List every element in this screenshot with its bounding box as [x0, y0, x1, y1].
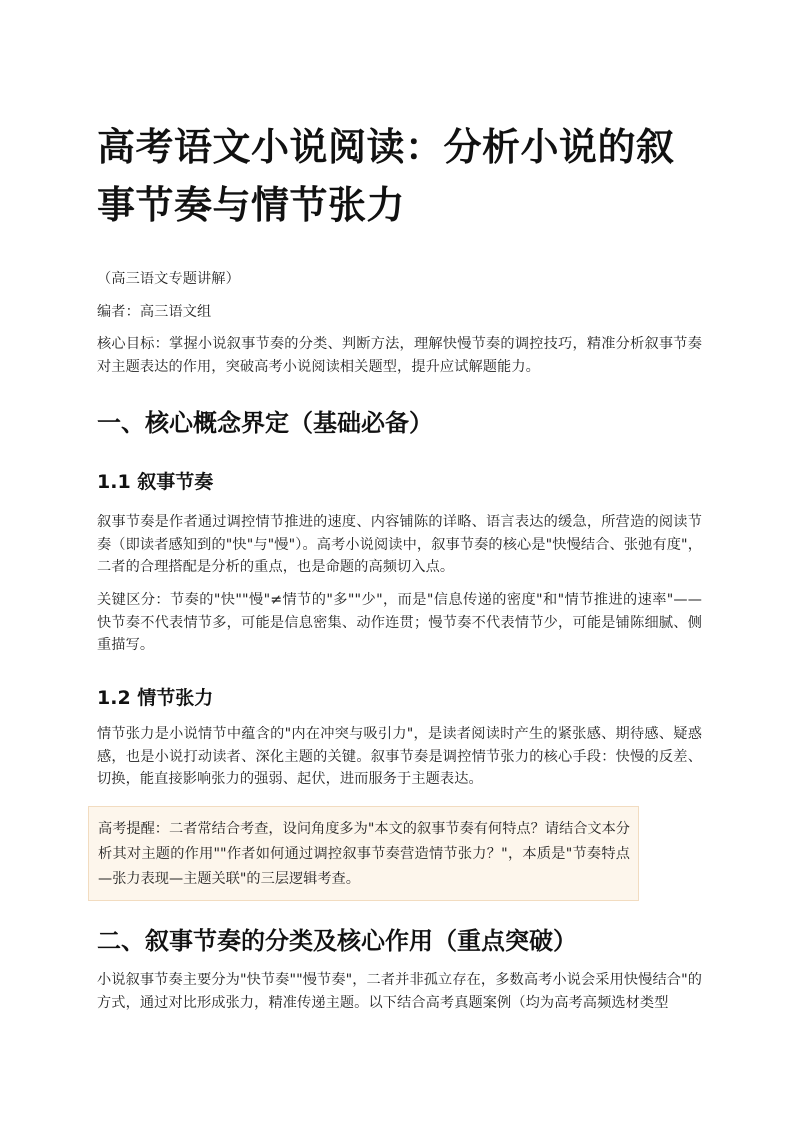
core-goal-paragraph: 核心目标：掌握小说叙事节奏的分类、判断方法，理解快慢节奏的调控技巧，精准分析叙事节奏对主题表达的作用，突破高考小说阅读相关题型，提升应试解题能力。 [97, 336, 702, 375]
key-distinction-paragraph: 关键区分：节奏的"快""慢"≠情节的"多""少"，而是"信息传递的密度"和"情节推进的速率"——快节奏不代表情节多，可能是信息密集、动作连贯；慢节奏不代表情节少，可能是铺陈细腻、侧重描写。 [97, 592, 702, 653]
exam-tip-text: 高考提醒：二者常结合考查，设问角度多为"本文的叙事节奏有何特点？请结合文本分析其对主题的作用""作者如何通过调控叙事节奏营造情节张力？"，本质是"节奏特点—张力表现—主题关联"的三层逻辑考查。 [98, 821, 630, 887]
document-subtitle: （高三语文专题讲解） [97, 271, 240, 287]
section-1-heading: 一、核心概念界定（基础必备） [97, 409, 433, 437]
narrative-rhythm-paragraph: 叙事节奏是作者通过调控情节推进的速度、内容铺陈的详略、语言表达的缓急，所营造的阅读节奏（即读者感知到的"快"与"慢"）。高考小说阅读中，叙事节奏的核心是"快慢结合、张弛有度"，二者的合理搭配是分析的重点，也是命题的高频切入点。 [97, 514, 702, 575]
exam-tip-callout [88, 806, 639, 901]
plot-tension-paragraph: 情节张力是小说情节中蕴含的"内在冲突与吸引力"，是读者阅读时产生的紧张感、期待感、疑惑感，也是小说打动读者、深化主题的关键。叙事节奏是调控情节张力的核心手段：快慢的反差、切换，能直接影响张力的强弱、起伏，进而服务于主题表达。 [97, 726, 702, 787]
section-1-2-heading: 1.2 情节张力 [97, 687, 214, 709]
document-title: 高考语文小说阅读：分析小说的叙事节奏与情节张力 [97, 125, 675, 227]
section-1-1-heading: 1.1 叙事节奏 [97, 471, 214, 493]
section-2-heading: 二、叙事节奏的分类及核心作用（重点突破） [97, 927, 577, 955]
document-editor: 编者：高三语文组 [97, 304, 212, 320]
section-2-intro-paragraph: 小说叙事节奏主要分为"快节奏""慢节奏"，二者并非孤立存在，多数高考小说会采用快慢结合"的方式，通过对比形成张力，精准传递主题。以下结合高考真题案例（均为高考高频选材类型 [97, 972, 702, 1011]
